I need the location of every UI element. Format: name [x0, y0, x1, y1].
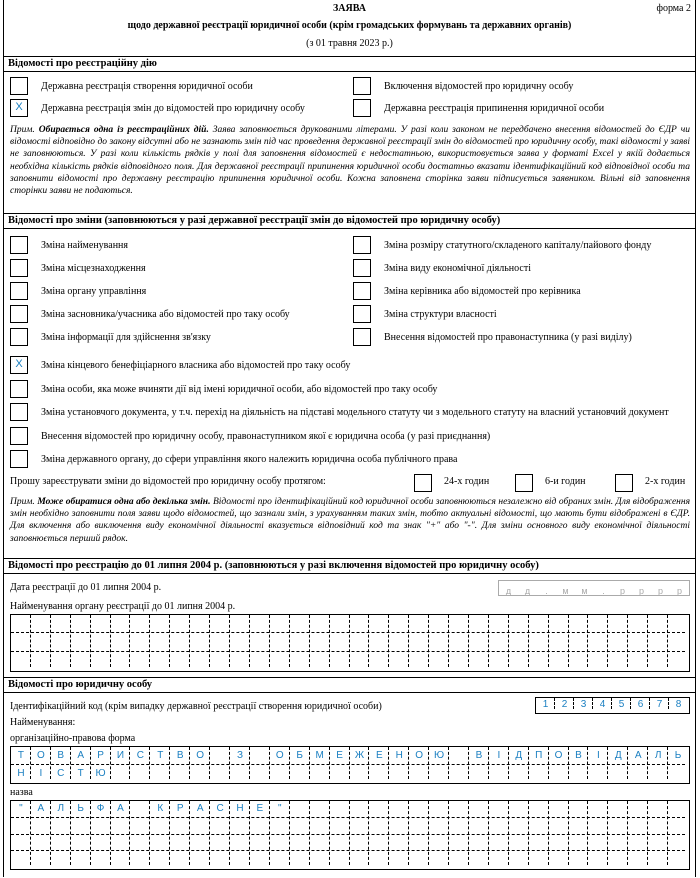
grid-char: А [77, 750, 85, 761]
grid-char: В [475, 750, 483, 761]
grid-char: Л [57, 803, 65, 814]
grid-char: Т [77, 767, 84, 779]
grid-line [149, 615, 150, 667]
grid-char: 1 [542, 699, 549, 710]
grid-char: П [535, 750, 543, 761]
grid-line [488, 615, 489, 667]
section-changes-title: Відомості про зміни (заповнюються у разі державної реєстрації змін до відомостей про юридичну особу) [4, 213, 695, 229]
grid-char: О [415, 750, 424, 761]
grid-char: 4 [599, 699, 606, 710]
grid-line [50, 615, 51, 667]
label-2h: 2-х годин [645, 476, 686, 487]
grid-char: Н [236, 803, 244, 814]
date-placeholder-char: м [581, 586, 588, 596]
grid-line [129, 615, 130, 667]
label-changes: Державна реєстрація змін до відомостей про юридичну особу [41, 103, 305, 114]
grid-line [388, 615, 389, 667]
grid-char: 7 [656, 699, 663, 710]
label-6h: 6-и годин [545, 476, 586, 487]
grid-char: І [597, 750, 600, 761]
grid-char: Н [17, 767, 25, 779]
change-checkbox[interactable] [10, 450, 28, 468]
grid-line [667, 615, 668, 667]
change-label: Зміна установчого документа, у т.ч. перехід на діяльність на підставі модельного статуту чи з модельного статуту на власний установчий документ [41, 407, 669, 418]
change-label: Зміна найменування [41, 240, 128, 251]
change-checkbox[interactable]: X [10, 356, 28, 374]
grid-line [90, 615, 91, 667]
change-checkbox[interactable] [10, 380, 28, 398]
grid-line [349, 615, 350, 667]
change-label: Зміна розміру статутного/складеного капіталу/пайового фонду [384, 240, 652, 251]
change-label: Зміна інформації для здійснення зв'язку [41, 332, 211, 343]
grid-line [528, 801, 529, 865]
grid-line [229, 615, 230, 667]
grid-line [568, 801, 569, 865]
grid-char: Д [515, 750, 523, 761]
section-entity-title: Відомості про юридичну особу [4, 677, 695, 693]
form-title: ЗАЯВА [333, 3, 366, 14]
change-checkbox[interactable] [10, 305, 28, 323]
grid-char: А [196, 803, 204, 814]
grid-char: С [136, 750, 145, 761]
change-checkbox[interactable] [10, 282, 28, 300]
label-reg-date: Дата реєстрації до 01 липня 2004 р. [10, 582, 162, 593]
change-checkbox[interactable] [10, 403, 28, 421]
change-label: Зміна засновника/учасника або відомостей про таку особу [41, 309, 290, 320]
grid-char: З [236, 750, 243, 761]
grid-line [647, 801, 648, 865]
change-checkbox[interactable] [353, 282, 371, 300]
grid-line [468, 801, 469, 865]
checkbox-24h[interactable] [414, 474, 432, 492]
grid-char: Ф [96, 803, 105, 814]
grid-char: Л [654, 750, 662, 761]
grid-char: О [275, 750, 284, 761]
grid-char: В [575, 750, 582, 761]
label-create: Державна реєстрація створення юридичної особи [41, 81, 253, 92]
grid-line [368, 801, 369, 865]
change-checkbox[interactable] [10, 259, 28, 277]
grid-char: Б [296, 750, 303, 761]
date-placeholder-char: р [657, 586, 663, 596]
form-subtitle: щодо державної реєстрації юридичної особи (крім громадських формувань та державних органів) [127, 20, 572, 31]
grid-char: Е [256, 803, 264, 814]
grid-line [448, 801, 449, 865]
label-legal-form: організаційно-правова форма [10, 733, 136, 744]
label-name-field: назва [10, 787, 33, 798]
label-24h: 24-х годин [444, 476, 490, 487]
grid-char: Р [176, 803, 184, 814]
grid-char: О [196, 750, 205, 761]
grid-line [667, 801, 668, 865]
name-grid[interactable] [10, 800, 690, 870]
grid-line [568, 615, 569, 667]
grid-line [70, 615, 71, 667]
section-reg-action-title: Відомості про реєстраційну дію [4, 56, 695, 72]
change-checkbox[interactable] [353, 305, 371, 323]
grid-char: І [39, 767, 43, 779]
grid-line [289, 615, 290, 667]
grid-line [329, 615, 330, 667]
grid-line [647, 615, 648, 667]
grid-line [587, 615, 588, 667]
change-checkbox[interactable] [10, 328, 28, 346]
label-include: Включення відомостей про юридичну особу [384, 81, 574, 92]
date-placeholder-char: . [602, 586, 605, 596]
grid-char: Д [614, 750, 622, 761]
grid-char: 5 [618, 699, 625, 710]
change-label: Внесення відомостей про юридичну особу, правонаступником якої є юридична особа (у разі приєднання) [41, 430, 491, 442]
grid-char: Т [157, 750, 164, 761]
label-terminate: Державна реєстрація припинення юридичної особи [384, 103, 605, 114]
grid-char: К [157, 803, 164, 814]
change-checkbox[interactable] [10, 236, 28, 254]
change-checkbox[interactable] [353, 236, 371, 254]
change-label: Зміна органу управління [41, 286, 147, 297]
grid-char: О [554, 750, 563, 761]
change-label: Зміна кінцевого бенефіціарного власника або відомостей про таку особу [41, 360, 351, 371]
change-label: Зміна виду економічної діяльності [384, 263, 531, 274]
reg-organ-grid[interactable] [10, 614, 690, 672]
grid-char: " [19, 803, 23, 814]
label-reg-organ: Найменування органу реєстрації до 01 липня 2004 р. [10, 601, 236, 612]
grid-line [548, 801, 549, 865]
grid-char: А [117, 803, 124, 814]
change-checkbox[interactable] [353, 259, 371, 277]
section-pre2004-title: Відомості про реєстрацію до 01 липня 2004 р. (заповнюються у разі включення відомостей про юридичну особу) [4, 558, 695, 574]
date-placeholder-char: р [676, 586, 682, 596]
grid-line [428, 801, 429, 865]
grid-line [189, 615, 190, 667]
checkbox-2h[interactable] [615, 474, 633, 492]
grid-char: Е [376, 750, 383, 761]
grid-line [627, 615, 628, 667]
form-number: форма 2 [656, 3, 691, 14]
grid-line [368, 615, 369, 667]
grid-line [508, 615, 509, 667]
grid-line [428, 615, 429, 667]
grid-char: С [57, 767, 65, 779]
grid-char: Ж [354, 750, 365, 761]
grid-char: И [116, 750, 125, 761]
label-ident-code: Ідентифікаційний код (крім випадку державної реєстрації створення юридичної особи) [10, 701, 382, 712]
change-label: Зміна місцезнаходження [41, 263, 146, 274]
note-changes: Прим. Може обиратися одна або декілька змін. Відомості про ідентифікаційний код юридичної особи заповнюються незалежно від обраних змін. Для відображення змін необхідно заповнити поля заяви щодо відомостей, що зазнали змін, з урахуванням таких змін, тобто актуальні відомості, що мають бути відображені в ЄДР. Для включення або виключення виду економічної діяльності вказується відповідний код та знак "+" або "-". Для зміни основного виду економічної діяльності заповнюється перший рядок. [10, 497, 690, 544]
grid-line [488, 801, 489, 865]
grid-char: 8 [675, 699, 682, 710]
grid-char: С [216, 803, 224, 814]
grid-char: Ь [77, 803, 84, 814]
grid-char: Ю [434, 750, 445, 761]
grid-char: А [37, 803, 45, 814]
change-label: Зміна структури власності [384, 309, 497, 320]
grid-line [269, 615, 270, 667]
change-label: Зміна керівника або відомостей про керівника [384, 286, 581, 297]
checkbox-terminate[interactable] [353, 99, 371, 117]
application-form [3, 0, 696, 877]
grid-char: Ь [674, 750, 682, 761]
change-checkbox[interactable] [10, 427, 28, 445]
form-date-note: (з 01 травня 2023 р.) [306, 38, 393, 49]
date-placeholder-char: р [619, 586, 625, 596]
grid-line [587, 801, 588, 865]
grid-line [607, 615, 608, 667]
grid-line [30, 615, 31, 667]
note-reg-action: Прим. Обирається одна із реєстраційних дій. Заява заповнюється друкованими літерами. У разі коли законом не передбачено внесення відомостей до ЄДР чи відомості відповідно до закону відсутні або не зазнають змін під час проведення державної реєстрації змін до відомостей про юридичну особу, такі відомості у заяві не заповнюються. У разі коли кількість рядків у полі для заповнення відомостей є недостатньою, використовується заява у форматі Excel у якій додається необхідна кількість рядків відповідного поля. Для державної реєстрації припинення юридичної особи достатньо вказати ідентифікаційний код відповідної особи та заповнити відомості про державну реєстрацію припинення юридичної особи. Кожна заповнена сторінка заяви підписується заявником. Вільні від заповнення сторінки заяви не подаються. [10, 125, 690, 197]
checkbox-include[interactable] [353, 77, 371, 95]
grid-char: І [497, 750, 501, 761]
grid-char: А [634, 750, 642, 761]
grid-line [408, 615, 409, 667]
grid-line [249, 615, 250, 667]
date-placeholder-char: д [505, 586, 512, 596]
grid-line [468, 615, 469, 667]
grid-line [169, 615, 170, 667]
grid-line [548, 615, 549, 667]
date-placeholder-char: . [545, 586, 548, 596]
date-placeholder-char: м [562, 586, 569, 596]
checkbox-6h[interactable] [515, 474, 533, 492]
grid-line [349, 801, 350, 865]
grid-char: Ю [95, 767, 106, 779]
grid-char: М [315, 750, 324, 761]
grid-char: В [57, 750, 65, 761]
date-placeholder-char: д [524, 586, 531, 596]
grid-char: 3 [580, 699, 587, 710]
grid-char: В [176, 750, 184, 761]
change-checkbox[interactable] [353, 328, 371, 346]
ident-code-field[interactable] [535, 697, 690, 714]
date-placeholder-char: р [638, 586, 644, 596]
grid-line [110, 615, 111, 667]
grid-char: 6 [637, 699, 644, 710]
grid-line [329, 801, 330, 865]
legal-form-grid[interactable] [10, 746, 690, 784]
grid-line [528, 615, 529, 667]
urgency-label: Прошу зареєструвати зміни до відомостей про юридичну особу протягом: [10, 476, 326, 487]
grid-line [607, 801, 608, 865]
grid-char: Н [395, 750, 403, 761]
grid-line [388, 801, 389, 865]
change-label: Зміна особи, яка може вчиняти дії від імені юридичної особи, або відомостей про таку особу [41, 383, 438, 395]
grid-line [209, 615, 210, 667]
grid-char: " [278, 803, 282, 814]
grid-line [627, 801, 628, 865]
reg-date-field[interactable] [498, 580, 690, 596]
grid-char: Р [97, 750, 104, 761]
grid-line [309, 615, 310, 667]
change-label: Зміна державного органу, до сфери управління якого належить юридична особа публічного права [41, 454, 458, 465]
grid-char: Т [17, 750, 24, 761]
grid-line [309, 801, 310, 865]
grid-line [448, 615, 449, 667]
checkbox-changes[interactable]: X [10, 99, 28, 117]
label-name: Найменування: [10, 717, 76, 728]
checkbox-create[interactable] [10, 77, 28, 95]
grid-line [508, 801, 509, 865]
change-label: Внесення відомостей про правонаступника (у разі виділу) [384, 332, 632, 343]
grid-char: Е [336, 750, 343, 761]
grid-line [408, 801, 409, 865]
grid-char: О [36, 750, 45, 761]
grid-char: 2 [561, 699, 568, 710]
